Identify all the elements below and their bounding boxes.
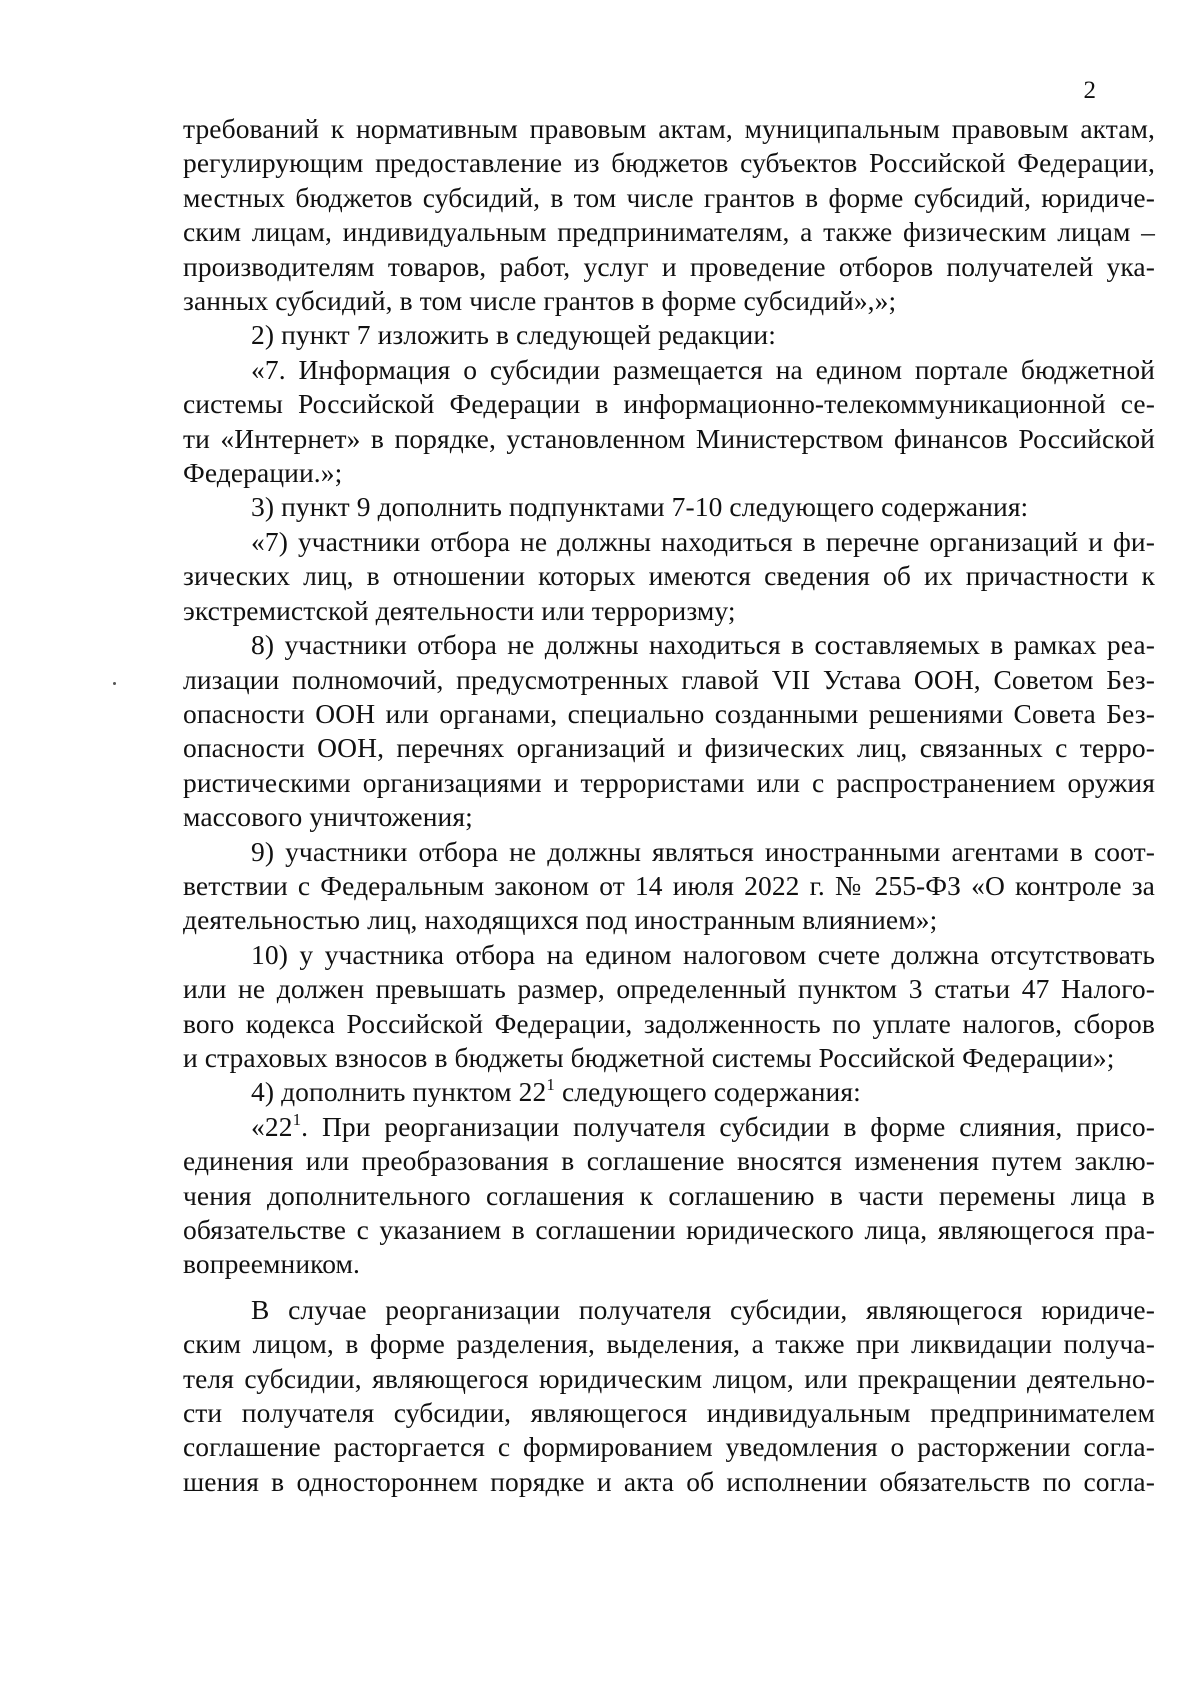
text-line: занных субсидий, в том числе грантов в форме субсидий»,»; — [183, 285, 897, 317]
text-line: требований к нормативным правовым актам, муниципальным правовым актам, — [183, 113, 1155, 144]
text-line: производителям товаров, работ, услуг и проведение отборов получателей ука- — [183, 250, 1155, 282]
text-line: ветствии с Федеральным законом от 14 июля 2022 г. № 255-ФЗ «О контроле за — [183, 869, 1155, 901]
text-line: и страховых взносов в бюджеты бюджетной системы Российской Федерации»; — [183, 1041, 1115, 1073]
text-line: сти получателя субсидии, являющегося индивидуальным предпринимателем — [183, 1397, 1155, 1429]
text-line: экстремистской деятельности или терроризму; — [183, 594, 736, 626]
text-line: 3) пункт 9 дополнить подпунктами 7-10 следующего содержания: — [251, 491, 1029, 523]
text-line: опасности ООН или органами, специально созданными решениями Совета Без- — [183, 697, 1155, 729]
text-line: чения дополнительного соглашения к соглашению в части перемены лица в — [183, 1179, 1155, 1211]
text-line: деятельностью лиц, находящихся под иностранным влиянием»; — [183, 904, 938, 936]
text-line: «7. Информация о субсидии размещается на едином портале бюджетной — [251, 353, 1155, 385]
paragraph-reorganization — [183, 1293, 1155, 1499]
text-line: вопреемником. — [183, 1248, 361, 1280]
text-line: 9) участники отбора не должны являться иностранными агентами в соот- — [251, 835, 1155, 867]
point22-text-first-line: . При реорганизации получателя субсидии в форме слияния, присо- — [301, 1110, 1155, 1142]
paragraph-quote-7 — [183, 353, 1155, 491]
text-line: опасности ООН, перечнях организаций и физических лиц, связанных с терро- — [183, 732, 1155, 764]
text-line: 10) у участника отбора на едином налоговом счете должна отсутствовать — [251, 938, 1155, 970]
text-line: единения или преобразования в соглашение вносятся изменения путем заклю- — [183, 1145, 1155, 1177]
scan-speck — [113, 682, 116, 685]
point22-text-before: «22 — [251, 1110, 293, 1142]
text-line: теля субсидии, являющегося юридическим лицом, или прекращении деятельно- — [183, 1362, 1155, 1394]
text-line: 2) пункт 7 изложить в следующей редакции: — [251, 319, 776, 351]
text-line: ти «Интернет» в порядке, установленном Министерством финансов Российской — [183, 422, 1155, 454]
text-line: вого кодекса Российской Федерации, задолженность по уплате налогов, сборов — [183, 1007, 1155, 1039]
text-line: лизации полномочий, предусмотренных главой VII Устава ООН, Советом Без- — [183, 663, 1155, 695]
text-line: ристическими организациями и террористами или с распространением оружия — [183, 766, 1155, 798]
item4-text-after: следующего содержания: — [554, 1076, 861, 1108]
text-line: местных бюджетов субсидий, в том числе грантов в форме субсидий, юридиче- — [183, 181, 1155, 213]
text-line: В случае реорганизации получателя субсидии, являющегося юридиче- — [251, 1293, 1155, 1325]
text-line: массового уничтожения; — [183, 801, 473, 833]
paragraph-point-22-1 — [183, 1110, 1155, 1282]
text-line: «7) участники отбора не должны находиться в перечне организаций и фи- — [251, 525, 1155, 557]
paragraph-item-3 — [183, 490, 1155, 524]
paragraph-item-2 — [183, 318, 1155, 352]
text-line: регулирующим предоставление из бюджетов субъектов Российской Федерации, — [183, 147, 1155, 179]
paragraph-subitem-8 — [183, 628, 1155, 834]
text-line: или не должен превышать размер, определенный пунктом 3 статьи 47 Налого- — [183, 973, 1155, 1005]
paragraph-item-4 — [183, 1075, 1155, 1109]
text-line: обязательстве с указанием в соглашении юридического лица, являющегося пра- — [183, 1214, 1155, 1245]
text-line — [183, 1075, 1155, 1109]
text-line: ским лицам, индивидуальным предпринимателям, а также физическим лицам – — [183, 216, 1155, 248]
paragraph-subitem-10 — [183, 938, 1155, 1076]
item4-text-before: 4) дополнить пунктом 22 — [251, 1076, 547, 1108]
superscript-mark: 1 — [546, 1075, 555, 1095]
text-line — [183, 1110, 1155, 1144]
page-number: 2 — [1083, 77, 1096, 104]
text-line: 8) участники отбора не должны находиться в составляемых в рамках реа- — [251, 629, 1155, 661]
text-line: системы Российской Федерации в информационно-телекоммуникационной се- — [183, 388, 1155, 420]
paragraph-subitem-7 — [183, 525, 1155, 628]
text-line: Федерации.»; — [183, 457, 343, 489]
document-body — [183, 112, 1155, 1499]
text-line: ским лицом, в форме разделения, выделения, а также при ликвидации получа- — [183, 1328, 1155, 1360]
text-line: шения в одностороннем порядке и акта об исполнении обязательств по согла- — [183, 1465, 1155, 1497]
text-line: соглашение расторгается с формированием уведомления о расторжении согла- — [183, 1431, 1155, 1463]
text-line: зических лиц, в отношении которых имеются сведения об их причастности к — [183, 560, 1155, 592]
paragraph-continuation — [183, 112, 1155, 318]
paragraph-subitem-9 — [183, 835, 1155, 938]
superscript-mark: 1 — [292, 1109, 302, 1129]
